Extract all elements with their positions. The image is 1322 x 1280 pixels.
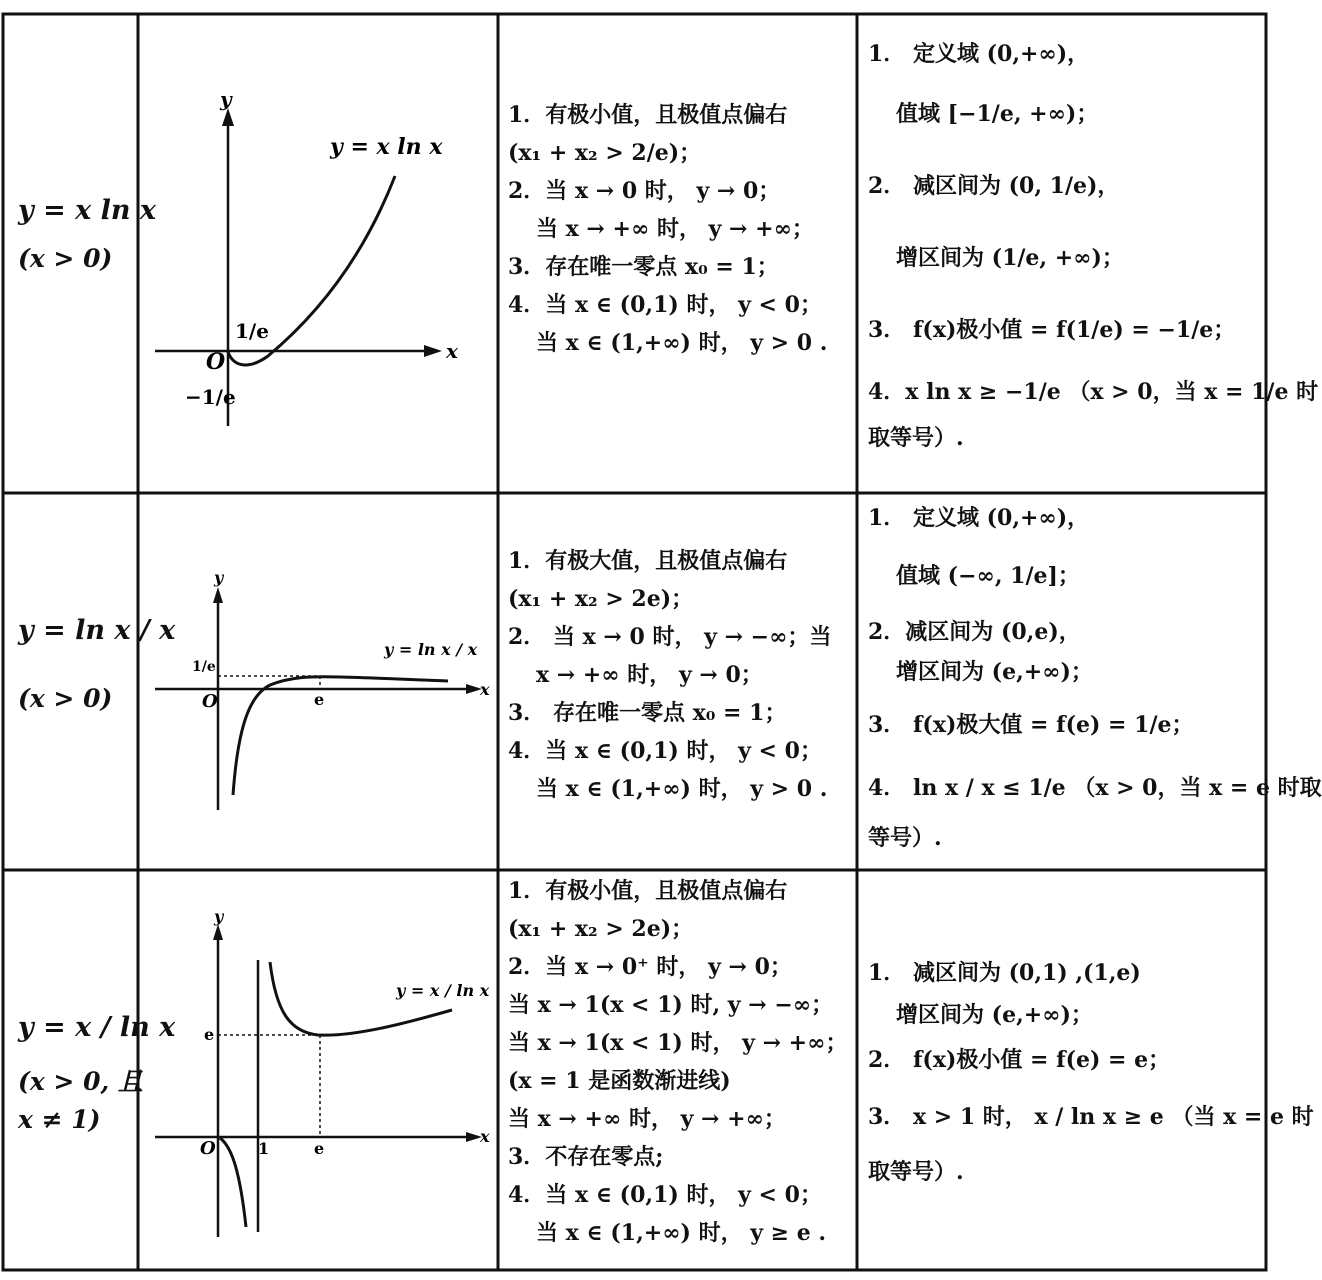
- row3-tick-x2-label: e: [314, 1139, 325, 1158]
- row3-sum-1: 1． 减区间为 (0,1) ,(1,e): [868, 960, 1141, 986]
- row2-sum-7: 等号）.: [868, 825, 942, 851]
- row1-tick-up-label: 1/e: [235, 319, 269, 343]
- row3-domain-condition-2: x ≠ 1): [18, 1105, 101, 1134]
- row3-prop-1: 1．有极小值，且极值点偏右: [508, 878, 788, 904]
- row1-x-arrow: [424, 345, 442, 357]
- row2-prop-6: 4．当 x ∈ (0,1) 时， y < 0；: [508, 738, 822, 764]
- row2-prop-5: 3． 存在唯一零点 x₀ = 1；: [508, 700, 787, 726]
- row2-properties: [500, 542, 852, 808]
- row2-sum-5: 3． f(x)极大值 = f(e) = 1/e；: [868, 712, 1194, 738]
- row2-prop-3: 2． 当 x → 0 时， y → −∞；当: [508, 624, 832, 650]
- row1-prop-3: 2．当 x → 0 时， y → 0；: [508, 178, 781, 204]
- row3-sum-2: 增区间为 (e,+∞)；: [896, 1002, 1093, 1028]
- row3-function: y = x / ln x: [18, 1012, 176, 1043]
- row2-sum-3: 2．减区间为 (0,e)，: [868, 619, 1081, 645]
- row3-prop-8: 3．不存在零点;: [508, 1144, 664, 1170]
- row3-sum-5: 取等号）.: [868, 1159, 964, 1185]
- row1-prop-6: 4．当 x ∈ (0,1) 时， y < 0；: [508, 292, 822, 318]
- row1-sum-6: 4．x ln x ≥ −1/e （x > 0，当 x = 1/e 时: [868, 379, 1319, 405]
- row2-function-label: [0, 615, 176, 718]
- row3-summary: [858, 952, 1314, 1194]
- row1-sum-1: 1． 定义域 (0,+∞)，: [868, 41, 1090, 67]
- row1-y-label: y: [220, 87, 232, 111]
- row3-function-label: [0, 1012, 176, 1139]
- row2-prop-7: 当 x ∈ (1,+∞) 时， y > 0 .: [536, 776, 828, 802]
- row2-prop-4: x → +∞ 时， y → 0；: [536, 662, 763, 688]
- row1-sum-2: 值域 [−1/e, +∞)；: [896, 101, 1099, 127]
- row1-tick-down-label: −1/e: [185, 385, 236, 409]
- row3-origin-label: O: [200, 1138, 216, 1159]
- row1-properties: [500, 96, 852, 362]
- row2-sum-6: 4． ln x / x ≤ 1/e （x > 0，当 x = e 时取: [868, 775, 1322, 801]
- row1-sum-7: 取等号）.: [868, 425, 964, 451]
- row1-graph: [140, 16, 496, 491]
- row3-tick-x1-label: 1: [258, 1139, 270, 1158]
- row1-prop-7: 当 x ∈ (1,+∞) 时， y > 0 .: [536, 330, 828, 356]
- row1-domain-condition: (x > 0): [18, 244, 113, 273]
- row3-tick-y-label: e: [204, 1025, 215, 1044]
- row1-function: y = x ln x: [18, 195, 156, 226]
- row1-sum-3: 2． 减区间为 (0, 1/e)，: [868, 173, 1120, 199]
- row2-y-arrow: [213, 587, 223, 603]
- row2-graph: [140, 495, 496, 868]
- row3-domain-condition-1: (x > 0, 且: [18, 1067, 143, 1096]
- row2-domain-condition: (x > 0): [18, 684, 113, 713]
- row2-prop-1: 1．有极大值，且极值点偏右: [508, 548, 788, 574]
- row2-function: y = ln x / x: [18, 615, 176, 646]
- row3-prop-3: 2．当 x → 0⁺ 时， y → 0；: [508, 954, 792, 980]
- row1-prop-4: 当 x → +∞ 时， y → +∞；: [536, 216, 814, 242]
- row2-sum-1: 1． 定义域 (0,+∞)，: [868, 505, 1090, 531]
- row3-curve-label: y = x / ln x: [396, 981, 490, 1000]
- row2-y-label: y: [214, 568, 224, 587]
- row3-prop-2: (x₁ + x₂ > 2e)；: [508, 916, 694, 942]
- row1-prop-2: (x₁ + x₂ > 2/e)；: [508, 140, 702, 166]
- row1-summary: [858, 30, 1319, 458]
- row3-prop-4: 当 x → 1(x < 1) 时, y → −∞；: [508, 992, 834, 1018]
- row3-prop-10: 当 x ∈ (1,+∞) 时， y ≥ e .: [536, 1220, 827, 1246]
- row1-sum-5: 3． f(x)极小值 = f(1/e) = −1/e；: [868, 317, 1236, 343]
- row2-sum-4: 增区间为 (e,+∞)；: [896, 659, 1093, 685]
- row3-y-label: y: [214, 907, 224, 926]
- row1-curve-label: y = x ln x: [330, 134, 443, 160]
- row1-function-label: [0, 195, 156, 278]
- row3-x-label: x: [480, 1127, 490, 1146]
- row3-prop-5: 当 x → 1(x < 1) 时， y → +∞；: [508, 1030, 848, 1056]
- row1-prop-5: 3．存在唯一零点 x₀ = 1；: [508, 254, 779, 280]
- row2-sum-2: 值域 (−∞, 1/e]；: [896, 563, 1080, 589]
- row1-origin-label: O: [206, 349, 226, 375]
- row3-graph: [140, 872, 496, 1268]
- row2-curve-label: y = ln x / x: [384, 640, 478, 659]
- row3-sum-4: 3． x > 1 时， x / ln x ≥ e （当 x = e 时: [868, 1104, 1314, 1130]
- row3-prop-6: (x = 1 是函数渐进线): [508, 1068, 731, 1094]
- row2-origin-label: O: [202, 691, 218, 712]
- row3-y-arrow: [213, 924, 223, 940]
- row1-prop-1: 1．有极小值，且极值点偏右: [508, 102, 788, 128]
- row3-prop-7: 当 x → +∞ 时， y → +∞；: [508, 1106, 786, 1132]
- row2-x-label: x: [480, 680, 490, 699]
- row2-prop-2: (x₁ + x₂ > 2e)；: [508, 586, 694, 612]
- row3-sum-3: 2． f(x)极小值 = f(e) = e；: [868, 1047, 1171, 1073]
- row3-prop-9: 4．当 x ∈ (0,1) 时， y < 0；: [508, 1182, 822, 1208]
- row2-tick-y-label: 1/e: [192, 659, 216, 675]
- row2-summary: [858, 496, 1322, 858]
- row3-properties: [500, 872, 852, 1252]
- row1-sum-4: 增区间为 (1/e, +∞)；: [896, 245, 1124, 271]
- row3-curve-left: [220, 1138, 246, 1227]
- row2-curve: [233, 677, 448, 795]
- row2-tick-x-label: e: [314, 690, 325, 709]
- row1-x-label: x: [446, 339, 458, 363]
